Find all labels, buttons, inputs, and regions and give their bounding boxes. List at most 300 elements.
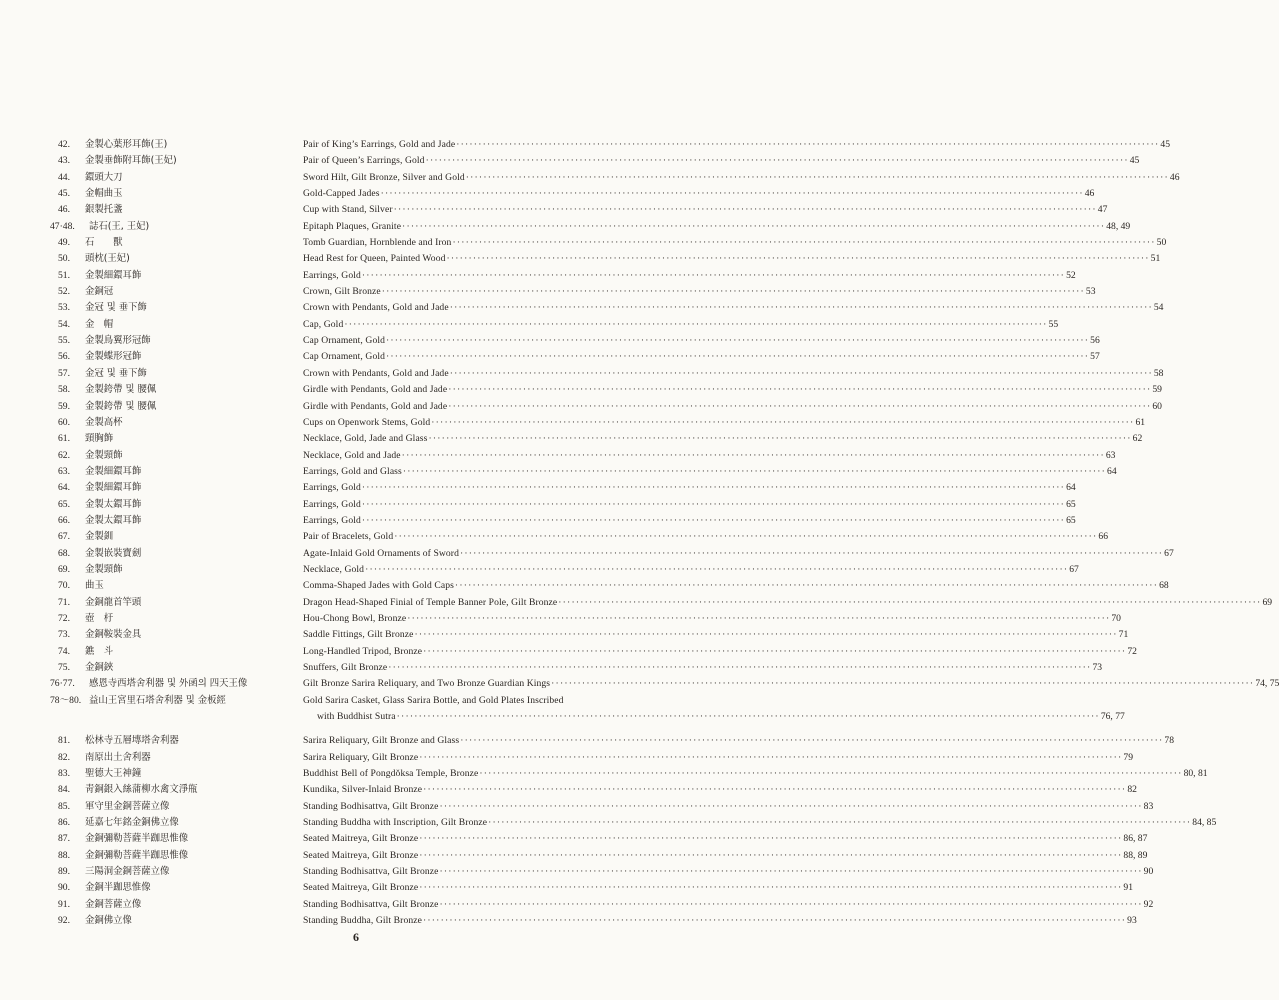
entry-korean-title: 金帽曲玉 <box>85 188 123 200</box>
entry-number: 68. <box>58 547 70 559</box>
english-title-text: Necklace, Gold <box>303 563 365 575</box>
entry-english-title <box>303 815 1217 831</box>
entry-english-title <box>303 235 1167 251</box>
entry-korean-title: 金銅龍首竿頭 <box>85 596 142 608</box>
leader-dots: ································································································································································ <box>386 335 1090 347</box>
entry-page-number: 69 <box>1262 596 1273 608</box>
english-title-text: Crown with Pendants, Gold and Jade <box>303 302 449 314</box>
entry-korean-title: 金銅冠 <box>85 286 114 298</box>
english-title-text: Seated Maitreya, Gilt Bronze <box>303 833 419 845</box>
entry-number: 72. <box>58 612 70 624</box>
entry-english-title <box>303 153 1140 169</box>
entry-number: 88. <box>58 849 70 861</box>
entry-korean-title: 金製細鐶耳飾 <box>85 465 142 477</box>
entry-number: 83. <box>58 768 70 780</box>
entry-number: 54. <box>58 318 70 330</box>
leader-dots: ································································································································································ <box>448 400 1152 412</box>
entry-korean-title: 誌石(王, 王妃) <box>89 220 150 232</box>
entry-number: 86. <box>58 817 70 829</box>
entry-page-number: 57 <box>1090 351 1100 363</box>
entry-english-title <box>303 831 1148 847</box>
leader-dots: ································································································································································ <box>419 849 1123 861</box>
list-item <box>0 382 1162 398</box>
english-title-text: Standing Bodhisattva, Gilt Bronze <box>303 898 439 910</box>
entry-korean-title: 金銅鞍裝金具 <box>85 629 142 641</box>
entry-korean-title: 金銅彌勒菩薩半跏思惟像 <box>85 833 189 845</box>
leader-dots: ································································································································································ <box>365 563 1069 575</box>
entry-number: 84. <box>58 784 70 796</box>
entry-page-number: 45 <box>1129 155 1140 167</box>
english-title-text: Pair of King’s Earrings, Gold and Jade <box>303 139 456 150</box>
entry-english-title-continued <box>317 709 1125 725</box>
list-of-plates <box>0 137 1279 930</box>
list-item-continuation <box>0 709 1125 725</box>
entry-page-number: 65 <box>1066 514 1076 526</box>
entry-page-number: 64 <box>1066 482 1076 494</box>
list-item <box>0 864 1154 880</box>
entry-korean-title: 石 獸 <box>85 237 123 249</box>
list-item <box>0 235 1167 251</box>
english-title-text: Crown with Pendants, Gold and Jade <box>303 367 449 379</box>
leader-dots: ································································································································································ <box>423 784 1127 796</box>
entry-number: 64. <box>58 482 70 494</box>
leader-dots: ································································································································································ <box>361 482 1066 494</box>
leader-dots: ································································································································································ <box>407 612 1111 624</box>
entry-korean-title: 益山王宮里石塔舍利器 및 金板經 <box>89 694 226 706</box>
list-item <box>0 366 1164 382</box>
leader-dots: ································································································································································ <box>431 416 1135 428</box>
english-title-text: Hou-Chong Bowl, Bronze <box>303 612 407 624</box>
english-title-text: Cup with Stand, Silver <box>303 204 393 216</box>
entry-page-number: 51 <box>1150 253 1161 265</box>
english-title-text: Girdle with Pendants, Gold and Jade <box>303 400 448 412</box>
entry-english-title <box>303 578 1169 594</box>
entry-number: 52. <box>58 286 70 298</box>
list-item <box>0 897 1154 913</box>
entry-korean-title: 頭枕(王妃) <box>85 253 130 265</box>
english-title-text: Buddhist Bell of Pongdŏksa Temple, Bronze <box>303 768 479 780</box>
list-item <box>0 431 1143 447</box>
entry-english-title <box>303 529 1108 545</box>
english-title-text: Long-Handled Tripod, Bronze <box>303 645 423 657</box>
entry-english-title <box>303 349 1100 365</box>
english-title-text: Crown, Gilt Bronze <box>303 286 381 298</box>
entry-korean-title: 金製頸飾 <box>85 449 123 461</box>
list-item <box>0 799 1154 815</box>
entry-korean-title: 金製高杯 <box>85 416 123 428</box>
entry-english-title <box>303 799 1154 815</box>
entry-page-number: 67 <box>1164 547 1174 559</box>
entry-number: 50. <box>58 253 70 265</box>
leader-dots: ································································································································································ <box>393 204 1097 216</box>
spacer <box>0 725 712 733</box>
entry-page-number: 90 <box>1143 866 1154 878</box>
leader-dots: ································································································································································ <box>454 580 1159 592</box>
entry-page-number: 82 <box>1127 784 1137 796</box>
entry-korean-title: 金 帽 <box>85 318 114 330</box>
entry-english-title <box>303 513 1076 529</box>
entry-page-number: 74, 75 <box>1255 678 1279 690</box>
entry-page-number: 91 <box>1123 882 1133 894</box>
leader-dots: ································································································································································ <box>465 171 1169 183</box>
entry-page-number: 47 <box>1097 204 1108 216</box>
entry-page-number: 67 <box>1069 563 1079 575</box>
entry-english-title <box>303 733 1174 749</box>
list-item <box>0 153 1140 169</box>
english-title-text: Tomb Guardian, Hornblende and Iron <box>303 237 452 249</box>
entry-korean-title: 金製心葉形耳飾(王) <box>85 139 168 150</box>
entry-korean-title: 南原出土舍利器 <box>85 751 151 763</box>
page-number: 6 <box>353 930 359 944</box>
list-item <box>0 219 1131 235</box>
entry-korean-title: 銀製托盞 <box>85 204 123 216</box>
entry-korean-title: 聖德大王神鐘 <box>85 768 142 780</box>
list-item <box>0 782 1137 798</box>
list-item <box>0 627 1129 643</box>
list-item <box>0 644 1137 660</box>
list-item <box>0 415 1146 431</box>
leader-dots: ································································································································································ <box>551 678 1255 690</box>
entry-number: 74. <box>58 645 70 657</box>
english-title-text: Earrings, Gold and Glass <box>303 465 402 477</box>
leader-dots: ································································································································································ <box>460 547 1164 559</box>
list-item <box>0 562 1079 578</box>
entry-english-title <box>303 611 1121 627</box>
entry-number: 89. <box>58 866 70 878</box>
entry-korean-title: 鐶頭大刀 <box>85 171 123 183</box>
entry-page-number: 54 <box>1153 302 1164 314</box>
list-item <box>0 349 1100 365</box>
entry-number: 49. <box>58 237 70 249</box>
list-item <box>0 595 1273 611</box>
english-title-text: Saddle Fittings, Gilt Bronze <box>303 629 414 641</box>
entry-page-number: 92 <box>1143 898 1154 910</box>
english-title-text: Earrings, Gold <box>303 269 361 281</box>
entry-korean-title: 金製垂飾附耳飾(王妃) <box>85 155 177 167</box>
entry-english-title <box>303 333 1100 349</box>
entry-korean-title: 軍守里金銅菩薩立像 <box>85 800 170 812</box>
list-item <box>0 399 1162 415</box>
entry-number: 91. <box>58 898 70 910</box>
entry-english-title <box>303 300 1164 316</box>
entry-page-number: 64 <box>1107 465 1117 477</box>
english-title-text: Pair of Bracelets, Gold <box>303 531 394 543</box>
list-item <box>0 815 1217 831</box>
entry-korean-title: 曲玉 <box>85 580 104 592</box>
entry-number: 78～80. <box>50 694 82 706</box>
entry-english-title <box>303 399 1162 415</box>
leader-dots: ································································································································································ <box>361 514 1066 526</box>
entry-number: 57. <box>58 367 70 379</box>
english-title-text: Seated Maitreya, Gilt Bronze <box>303 882 419 894</box>
entry-number: 70. <box>58 580 70 592</box>
leader-dots: ································································································································································ <box>414 629 1118 641</box>
list-item <box>0 750 1134 766</box>
list-item <box>0 660 1103 676</box>
entry-korean-title: 金製頸飾 <box>85 563 123 575</box>
entry-number: 55. <box>58 335 70 347</box>
entry-korean-title: 金冠 및 垂下飾 <box>85 302 147 314</box>
english-title-text: Standing Buddha, Gilt Bronze <box>303 915 422 927</box>
entry-korean-title: 金銅佛立像 <box>85 915 132 927</box>
entry-korean-title: 金製細鐶耳飾 <box>85 269 142 281</box>
entry-korean-title: 松林寺五層塼塔舍利器 <box>85 735 179 747</box>
leader-dots: ································································································································································ <box>344 318 1048 330</box>
entry-page-number: 65 <box>1066 498 1076 510</box>
entry-english-title <box>303 448 1116 464</box>
entry-english-title <box>303 627 1129 643</box>
leader-dots: ································································································································································ <box>448 384 1152 396</box>
leader-dots: ································································································································································ <box>423 645 1127 657</box>
leader-dots: ································································································································································ <box>558 596 1262 608</box>
list-item <box>0 497 1076 513</box>
entry-korean-title: 金銅半跏思惟像 <box>85 882 151 894</box>
entry-korean-title: 金銅鋏 <box>85 662 114 673</box>
english-title-text: Snuffers, Gilt Bronze <box>303 662 388 673</box>
entry-page-number: 53 <box>1085 286 1096 298</box>
entry-korean-title: 金製銙帶 및 腰佩 <box>85 400 157 412</box>
entry-english-title <box>303 848 1148 864</box>
leader-dots: ································································································································································ <box>386 351 1090 363</box>
leader-dots: ································································································································································ <box>449 302 1153 314</box>
entry-korean-title: 鐎 斗 <box>85 645 114 657</box>
entry-number: 47·48. <box>50 220 75 232</box>
entry-english-title <box>303 464 1117 480</box>
entry-page-number: 62 <box>1132 433 1143 445</box>
entry-page-number: 66 <box>1098 531 1108 543</box>
list-item <box>0 186 1095 202</box>
leader-dots: ································································································································································ <box>401 449 1105 461</box>
list-item <box>0 268 1076 284</box>
entry-english-title <box>303 595 1273 611</box>
entry-english-title <box>303 750 1134 766</box>
entry-english-title <box>303 676 1279 692</box>
english-title-text: Epitaph Plaques, Granite <box>303 220 402 232</box>
entry-english-title <box>303 219 1131 235</box>
list-item <box>0 251 1161 267</box>
entry-number: 75. <box>58 662 70 673</box>
list-item <box>0 848 1148 864</box>
entry-number: 92. <box>58 915 70 927</box>
entry-number: 51. <box>58 269 70 281</box>
english-title-text: Seated Maitreya, Gilt Bronze <box>303 849 419 861</box>
english-title-text: Head Rest for Queen, Painted Wood <box>303 253 446 265</box>
leader-dots: ································································································································································ <box>361 269 1066 281</box>
entry-english-title <box>303 562 1079 578</box>
entry-number: 53. <box>58 302 70 314</box>
entry-page-number: 76, 77 <box>1100 711 1125 723</box>
entry-korean-title: 靑銅銀入絲蒲柳水禽文淨甁 <box>85 784 198 796</box>
leader-dots: ································································································································································ <box>402 465 1107 477</box>
entry-page-number: 59 <box>1152 384 1162 396</box>
entry-korean-title: 金製細鐶耳飾 <box>85 482 142 494</box>
entry-number: 56. <box>58 351 70 363</box>
entry-number: 45. <box>58 188 70 200</box>
entry-korean-title: 金冠 및 垂下飾 <box>85 367 147 379</box>
entry-number: 62. <box>58 449 70 461</box>
entry-english-title <box>303 251 1161 267</box>
entry-page-number: 68 <box>1159 580 1169 592</box>
leader-dots: ································································································································································ <box>488 817 1192 829</box>
english-title-text: Earrings, Gold <box>303 514 361 526</box>
english-title-text: Standing Bodhisattva, Gilt Bronze <box>303 800 439 812</box>
list-item <box>0 170 1180 186</box>
entry-korean-title: 延嘉七年銘金銅佛立像 <box>85 817 179 829</box>
entry-page-number: 55 <box>1048 318 1059 330</box>
english-title-text: Earrings, Gold <box>303 498 361 510</box>
entry-korean-title: 壺 杅 <box>85 612 114 624</box>
entry-number: 59. <box>58 400 70 412</box>
list-item <box>0 300 1164 316</box>
leader-dots: ································································································································································ <box>449 367 1153 379</box>
list-item <box>0 317 1059 333</box>
entry-english-title <box>303 497 1076 513</box>
leader-dots: ································································································································································ <box>419 833 1123 845</box>
entry-page-number: 86, 87 <box>1123 833 1148 845</box>
entry-korean-title: 金製太鐶耳飾 <box>85 498 142 510</box>
leader-dots: ································································································································································ <box>446 253 1150 265</box>
entry-page-number: 61 <box>1135 416 1146 428</box>
english-title-text: Gold Sarira Casket, Glass Sarira Bottle, and Gold Plates Inscribed <box>303 694 564 706</box>
leader-dots: ································································································································································ <box>381 286 1085 298</box>
entry-page-number: 83 <box>1143 800 1154 812</box>
english-title-text: Earrings, Gold <box>303 482 361 494</box>
entry-number: 60. <box>58 416 70 428</box>
entry-english-title <box>303 480 1076 496</box>
entry-english-title <box>303 415 1146 431</box>
entry-number: 67. <box>58 531 70 543</box>
list-item <box>0 676 1279 692</box>
list-item <box>0 913 1137 929</box>
entry-page-number: 63 <box>1105 449 1116 461</box>
entry-english-title <box>303 693 681 709</box>
entry-number: 46. <box>58 204 70 216</box>
leader-dots: ································································································································································ <box>425 155 1129 167</box>
entry-korean-title: 金製蝶形冠飾 <box>85 351 142 363</box>
english-title-text: Cap Ornament, Gold <box>303 351 385 363</box>
leader-dots: ································································································································································ <box>422 915 1127 927</box>
entry-english-title <box>303 137 1170 153</box>
list-item <box>0 578 1169 594</box>
list-item <box>0 448 1116 464</box>
entry-korean-title: 金製銙帶 및 腰佩 <box>85 384 157 396</box>
english-title-text: Sword Hilt, Gilt Bronze, Silver and Gold <box>303 171 465 183</box>
english-title-text: Dragon Head-Shaped Finial of Temple Banner Pole, Gilt Bronze <box>303 596 558 608</box>
entry-english-title <box>303 366 1164 382</box>
leader-dots: ································································································································································ <box>402 220 1106 232</box>
entry-page-number: 79 <box>1123 751 1134 763</box>
english-title-text: Standing Bodhisattva, Gilt Bronze <box>303 866 439 878</box>
entry-korean-title: 金製鳥翼形冠飾 <box>85 335 151 347</box>
entry-page-number: 45 <box>1160 139 1170 150</box>
list-item <box>0 333 1100 349</box>
list-item <box>0 480 1076 496</box>
entry-page-number: 88, 89 <box>1123 849 1148 861</box>
entry-english-title <box>303 431 1143 447</box>
entry-english-title <box>303 202 1108 218</box>
entry-english-title <box>303 317 1059 333</box>
english-title-text: Girdle with Pendants, Gold and Jade <box>303 384 448 396</box>
entry-korean-title: 金製釧 <box>85 531 114 543</box>
entry-number: 71. <box>58 596 70 608</box>
english-title-text: Necklace, Gold and Jade <box>303 449 401 461</box>
entry-english-title <box>303 864 1154 880</box>
entry-page-number: 58 <box>1153 367 1164 379</box>
english-title-text: Gilt Bronze Sarira Reliquary, and Two Bronze Guardian Kings <box>303 678 551 690</box>
entry-number: 87. <box>58 833 70 845</box>
list-item <box>0 611 1121 627</box>
entry-number: 61. <box>58 433 70 445</box>
list-item <box>0 546 1174 562</box>
leader-dots: ································································································································································ <box>419 882 1123 894</box>
list-item <box>0 137 1170 153</box>
english-title-text: with Buddhist Sutra <box>317 711 396 723</box>
entry-korean-title: 金銅菩薩立像 <box>85 898 142 910</box>
entry-english-title <box>303 660 1103 676</box>
leader-dots: ································································································································································ <box>439 898 1143 910</box>
leader-dots: ································································································································································ <box>439 800 1143 812</box>
leader-dots: ································································································································································ <box>460 735 1164 747</box>
entry-english-title <box>303 782 1137 798</box>
entry-number: 42. <box>58 139 70 150</box>
entry-number: 69. <box>58 563 70 575</box>
entry-number: 73. <box>58 629 70 641</box>
entry-number: 90. <box>58 882 70 894</box>
leader-dots: ································································································································································ <box>361 498 1066 510</box>
leader-dots: ································································································································································ <box>439 866 1143 878</box>
english-title-text: Agate-Inlaid Gold Ornaments of Sword <box>303 547 459 559</box>
entry-korean-title: 金銅彌勒菩薩半跏思惟像 <box>85 849 189 861</box>
entry-english-title <box>303 546 1174 562</box>
entry-number: 43. <box>58 155 70 167</box>
english-title-text: Sarira Reliquary, Gilt Bronze and Glass <box>303 735 460 747</box>
list-item <box>0 831 1148 847</box>
entry-page-number: 93 <box>1127 915 1137 927</box>
entry-page-number: 70 <box>1111 612 1121 624</box>
entry-page-number: 60 <box>1152 400 1162 412</box>
entry-page-number: 56 <box>1090 335 1100 347</box>
entry-number: 63. <box>58 465 70 477</box>
english-title-text: Kundika, Silver-Inlaid Bronze <box>303 784 423 796</box>
entry-english-title <box>303 268 1076 284</box>
entry-english-title <box>303 897 1154 913</box>
entry-english-title <box>303 766 1208 782</box>
list-item <box>0 464 1117 480</box>
leader-dots: ································································································································································ <box>396 711 1100 723</box>
leader-dots: ································································································································································ <box>428 433 1132 445</box>
leader-dots: ································································································································································ <box>394 531 1098 543</box>
english-title-text: Gold-Capped Jades <box>303 188 380 200</box>
entry-number: 44. <box>58 171 70 183</box>
entry-english-title <box>303 186 1095 202</box>
leader-dots: ································································································································································ <box>388 662 1092 673</box>
english-title-text: Cups on Openwork Stems, Gold <box>303 416 431 428</box>
leader-dots: ································································································································································ <box>456 139 1160 150</box>
list-item <box>0 284 1096 300</box>
list-item <box>0 529 1108 545</box>
entry-korean-title: 頸胸飾 <box>85 433 114 445</box>
entry-number: 58. <box>58 384 70 396</box>
english-title-text: Standing Buddha with Inscription, Gilt Bronze <box>303 817 488 829</box>
leader-dots: ································································································································································ <box>419 751 1123 763</box>
entry-page-number: 71 <box>1118 629 1129 641</box>
entry-page-number: 80, 81 <box>1183 768 1208 780</box>
entry-english-title <box>303 284 1096 300</box>
entry-english-title <box>303 913 1137 929</box>
entry-number: 66. <box>58 514 70 526</box>
entry-page-number: 46 <box>1084 188 1095 200</box>
entry-korean-title: 金製太鐶耳飾 <box>85 514 142 526</box>
